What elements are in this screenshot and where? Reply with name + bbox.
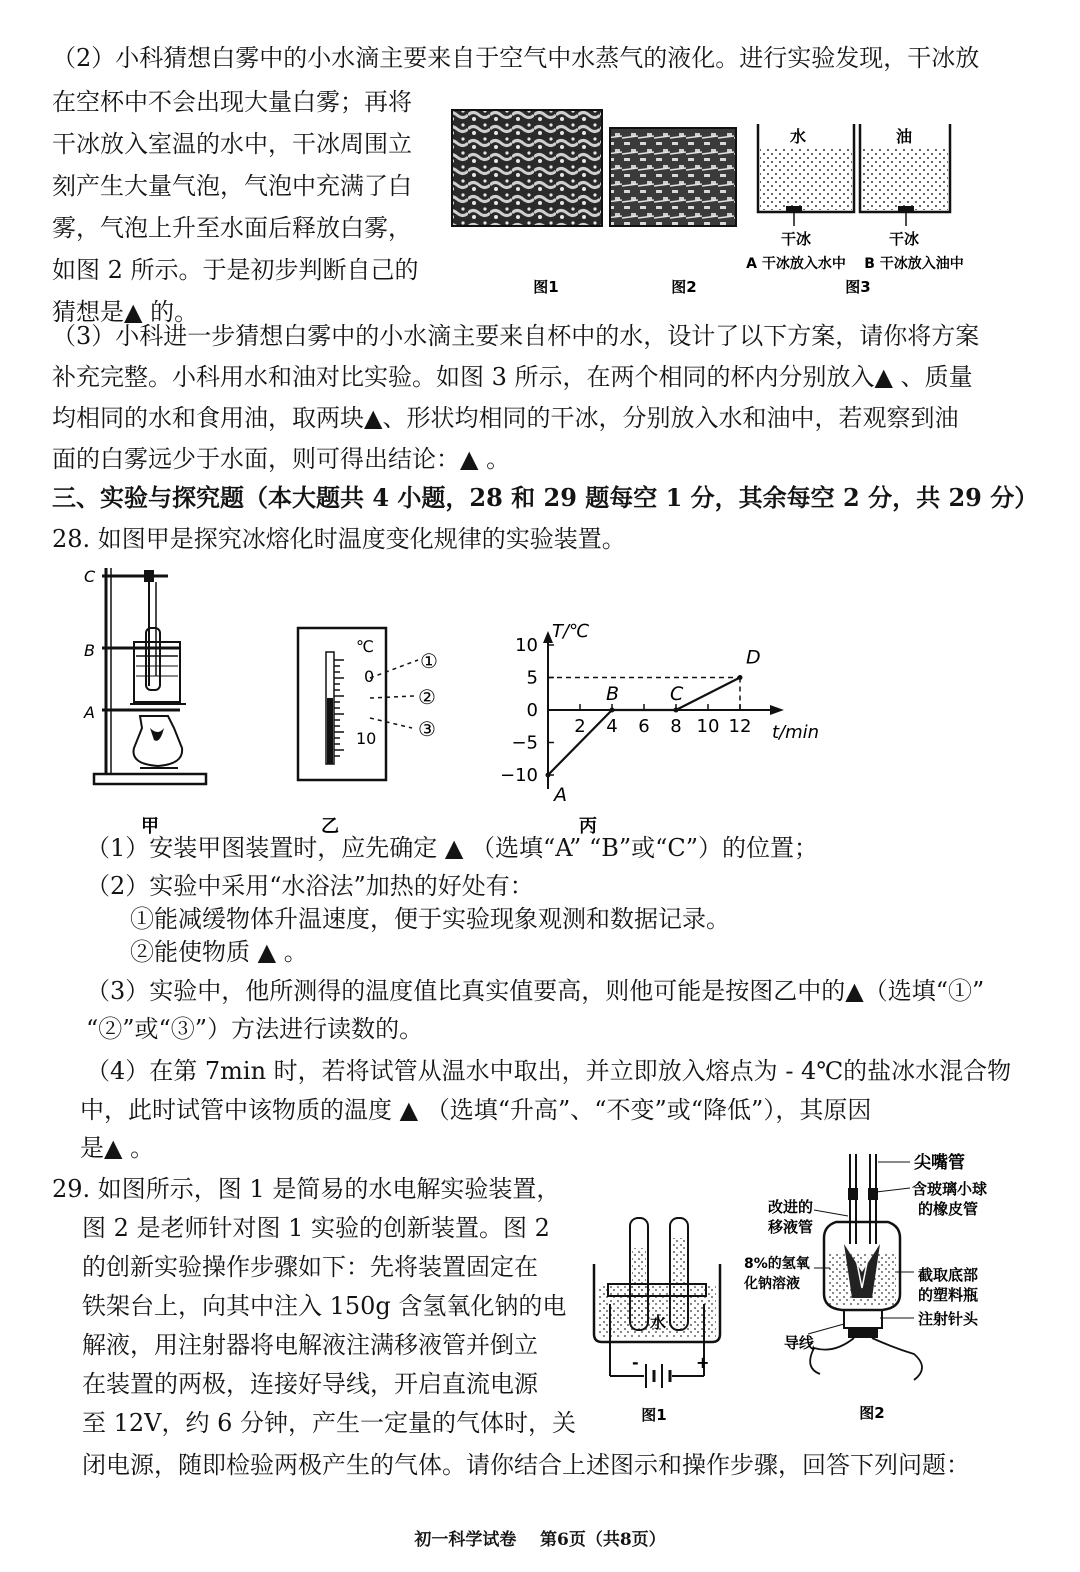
q27-part3-line: 均相同的水和食用油，取两块▲、形状均相同的干冰，分别放入水和油中，若观察到油 [52,404,959,432]
fig1-photo [452,110,602,226]
q27-part3-line: 面的白雾远少于水面，则可得出结论：▲ 。 [52,445,511,473]
q28-part3-line2: “②”或“③”）方法进行读数的。 [86,1015,424,1043]
q28-part1: （1）安装甲图装置时，应先确定 ▲ （选填“A” “B”或“C”）的位置； [86,834,819,862]
fig3-water-label: 水 [789,127,807,146]
fig1-minus: - [632,1353,639,1372]
label-c: C [84,567,96,586]
y-tick-label: 5 [526,667,538,689]
q27-part2-line: 在空杯中不会出现大量白雾；再将 [52,88,412,116]
y-tick-label: 0 [526,700,538,721]
label-rubber-tube-1: 含玻璃小球 [912,1180,988,1198]
label-b: B [84,641,95,660]
q28-stem: 28. 如图甲是探究冰熔化时温度变化规律的实验装置。 [52,525,626,553]
q27-part2-line: 刻产生大量气泡，气泡中充满了白 [52,172,412,200]
page-footer: 初一科学试卷 第6页（共8页） [414,1530,666,1550]
q28-part2-item2: ②能使物质 ▲ 。 [130,938,308,966]
q29-line: 解液，用注射器将电解液注满移液管并倒立 [82,1331,538,1359]
label-tip-tube: 尖嘴管 [914,1153,965,1173]
fig1-water: 水 [649,1313,667,1332]
x-tick-label: 6 [638,716,650,737]
q29-last-line: 闭电源，随即检验两极产生的气体。请你结合上述图示和操作步骤，回答下列问题： [82,1451,970,1479]
label-wire: 导线 [784,1334,815,1352]
label-bottle-1: 截取底部 [918,1266,979,1284]
thermo-unit: ℃ [356,637,374,656]
apparatus-jia [80,560,230,840]
electrolysis-fig2 [744,1148,1054,1428]
q29-line: 铁架台上，向其中注入 150g 含氢氧化钠的电 [82,1292,567,1320]
x-tick-label: 2 [574,716,586,737]
fig3-dry-ice-a: 干冰 [780,230,812,248]
q27-part3-line: 补充完整。小科用水和油对比实验。如图 3 所示，在两个相同的杯内分别放入▲ 、质量 [52,363,973,391]
q29-line: 图 2 是老师针对图 1 实验的创新装置。图 2 [82,1214,550,1242]
label-naoh-2: 化钠溶液 [744,1276,800,1292]
q27-part3-line: （3）小科进一步猜想白雾中的小水滴主要来自杯中的水，设计了以下方案，请你将方案 [52,322,980,350]
q27-figures [446,108,986,308]
x-tick-label: 8 [670,716,682,737]
q28-part4-line1: （4）在第 7min 时，若将试管从温水中取出，并立即放入熔点为 - 4℃的盐冰水混合物 [86,1057,1012,1085]
fig1-caption: 图1 [533,278,559,296]
x-axis-arrow [770,705,784,715]
point-label: B [606,683,620,705]
y-axis-label: T/℃ [552,621,590,642]
caption-jia: 甲 [141,816,159,837]
q28-part2-item1: ①能减缓物体升温速度，便于实验现象观测和数据记录。 [130,905,730,933]
q29-line: 的创新实验操作步骤如下：先将装置固定在 [82,1253,538,1281]
x-tick-label: 4 [606,716,618,737]
fig2-caption: 图2 [859,1404,885,1422]
fig3-caption-b: B 干冰放入油中 [864,256,964,272]
y-tick-label: 10 [515,635,538,656]
q29-line: 在装置的两极，连接好导线，开启直流电源 [82,1370,538,1398]
q29-line: 29. 如图所示，图 1 是简易的水电解实验装置， [52,1175,561,1203]
section-heading: 三、实验与探究题（本大题共 4 小题，28 和 29 题每空 1 分，其余每空 2 分，共 29 分） [52,483,1039,512]
x-tick-label: 12 [728,716,752,737]
q27-part2-line: 猜想是▲ 的。 [52,298,199,326]
fig1-caption: 图1 [641,1406,667,1424]
point-label: A [554,784,567,806]
fig3-dry-ice-b: 干冰 [888,230,920,248]
fig2-caption: 图2 [671,278,697,296]
reading-mark-2: ② [418,685,436,709]
label-pipette-2: 移液管 [768,1218,814,1236]
data-point [738,675,743,680]
q28-part2: （2）实验中采用“水浴法”加热的好处有： [86,872,534,900]
q27-part2-line: 干冰放入室温的水中，干冰周围立 [52,130,412,158]
q28-part3-line1: （3）实验中，他所测得的温度值比真实值要高，则他可能是按图乙中的▲（选填“①” [86,977,985,1005]
point-label: D [746,646,761,669]
q29-line: 至 12V，约 6 分钟，产生一定量的气体时，关 [82,1409,577,1437]
q27-part2-line: 雾，气泡上升至水面后释放白雾， [52,214,412,242]
data-point [546,773,551,778]
data-point [610,708,615,713]
reading-mark-1: ① [420,649,438,673]
label-needle: 注射针头 [918,1310,979,1328]
fig2-photo [610,128,736,226]
temperature-graph [496,600,826,840]
label-a: A [84,703,95,722]
label-bottle-2: 的塑料瓶 [918,1286,979,1304]
data-point [674,708,679,713]
q28-part4-line2: 中，此时试管中该物质的温度 ▲ （选填“升高”、“不变”或“降低”），其原因 [80,1096,872,1124]
fig1-plus: + [696,1353,710,1372]
electrolysis-fig1 [588,1208,738,1428]
fig3-caption: 图3 [845,278,871,296]
y-tick-label: −10 [500,765,538,786]
thermo-tick-10: 10 [356,729,377,748]
label-naoh-1: 8%的氢氧 [744,1256,810,1272]
y-tick-label: −5 [511,732,538,754]
caption-yi: 乙 [321,816,339,837]
fig3-caption-a: A 干冰放入水中 [746,256,846,272]
q27-part2-line: 如图 2 所示。于是初步判断自己的 [52,256,419,284]
x-axis-label: t/min [772,722,820,743]
point-label: C [670,683,684,705]
thermo-tick-0: 0 [364,667,375,686]
q27-part2-line1: （2）小科猜想白雾中的小水滴主要来自于空气中水蒸气的液化。进行实验发现，干冰放 [52,44,980,72]
label-pipette-1: 改进的 [768,1198,814,1216]
reading-mark-3: ③ [418,717,436,741]
caption-bing: 丙 [579,816,597,837]
fig3-oil-label: 油 [895,127,913,146]
x-tick-label: 10 [696,716,720,737]
label-rubber-tube-2: 的橡皮管 [918,1200,979,1218]
q28-part4-line3: 是▲ 。 [80,1134,155,1162]
thermometer-yi [290,620,450,840]
